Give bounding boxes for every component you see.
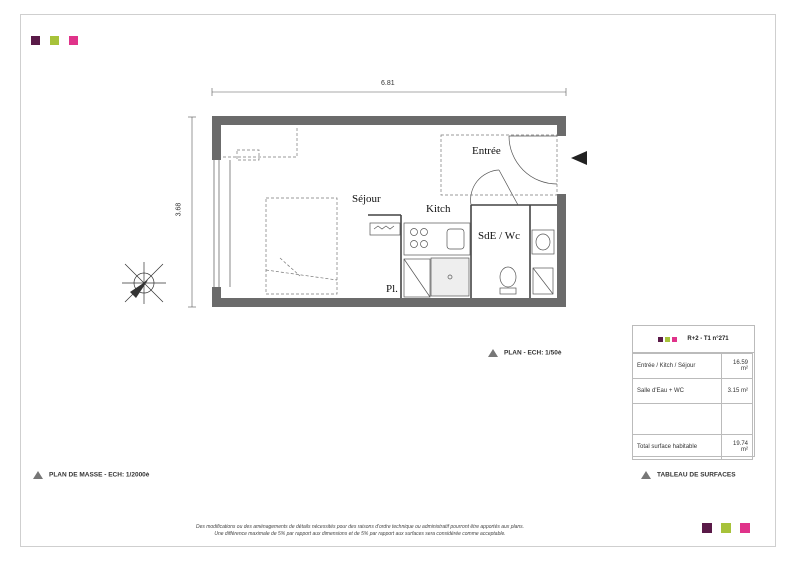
header-square-lime xyxy=(665,337,670,342)
row-label xyxy=(633,404,722,435)
surfaces-title: R+2 - T1 n°271 xyxy=(687,336,729,342)
table-row xyxy=(633,379,753,404)
footer-note xyxy=(130,524,590,538)
table-row xyxy=(633,354,753,379)
room-sde-wc: SdE / Wc xyxy=(478,230,520,242)
room-sejour: Séjour xyxy=(352,193,381,205)
header-square-magenta xyxy=(672,337,677,342)
plan-caption-text: PLAN - ECH: 1/50è xyxy=(504,349,562,357)
row-label: Entrée / Kitch / Séjour xyxy=(633,354,722,379)
row-label: Salle d'Eau + WC xyxy=(633,379,722,404)
room-placard: Pl. xyxy=(386,283,398,295)
row-value: 16.59 m² xyxy=(722,354,753,379)
room-entree: Entrée xyxy=(472,145,501,157)
triangle-icon xyxy=(33,471,43,479)
surfaces-table-box xyxy=(632,325,755,457)
table-row-total xyxy=(633,435,753,460)
table-row xyxy=(633,404,753,435)
room-kitch: Kitch xyxy=(426,203,451,215)
surfaces-header xyxy=(633,326,754,353)
masse-caption-text: PLAN DE MASSE - ECH: 1/2000è xyxy=(49,471,150,479)
row-value: 3.15 m² xyxy=(722,379,753,404)
note-line-2: Une différence maximale de 5% par rapport aux dimensions et de 5% par rapport aux surfaces sera considérée comme acceptable. xyxy=(214,531,506,537)
tableau-caption-text: TABLEAU DE SURFACES xyxy=(657,471,736,479)
header-square-purple xyxy=(658,337,663,342)
masse-caption xyxy=(33,471,149,479)
tableau-caption xyxy=(641,471,736,479)
triangle-icon xyxy=(641,471,651,479)
total-value: 19.74 m² xyxy=(722,435,753,460)
surfaces-table xyxy=(632,353,753,460)
plan-caption xyxy=(488,349,561,357)
dim-width: 6.81 xyxy=(381,80,395,87)
row-value xyxy=(722,404,753,435)
triangle-icon xyxy=(488,349,498,357)
note-line-1: Des modifications ou des aménagements de détails nécessités pour des raisons d'ordre technique ou administratif pourront être apportés aux plans. xyxy=(195,524,525,530)
total-label: Total surface habitable xyxy=(633,435,722,460)
dim-height: 3.68 xyxy=(175,202,183,217)
